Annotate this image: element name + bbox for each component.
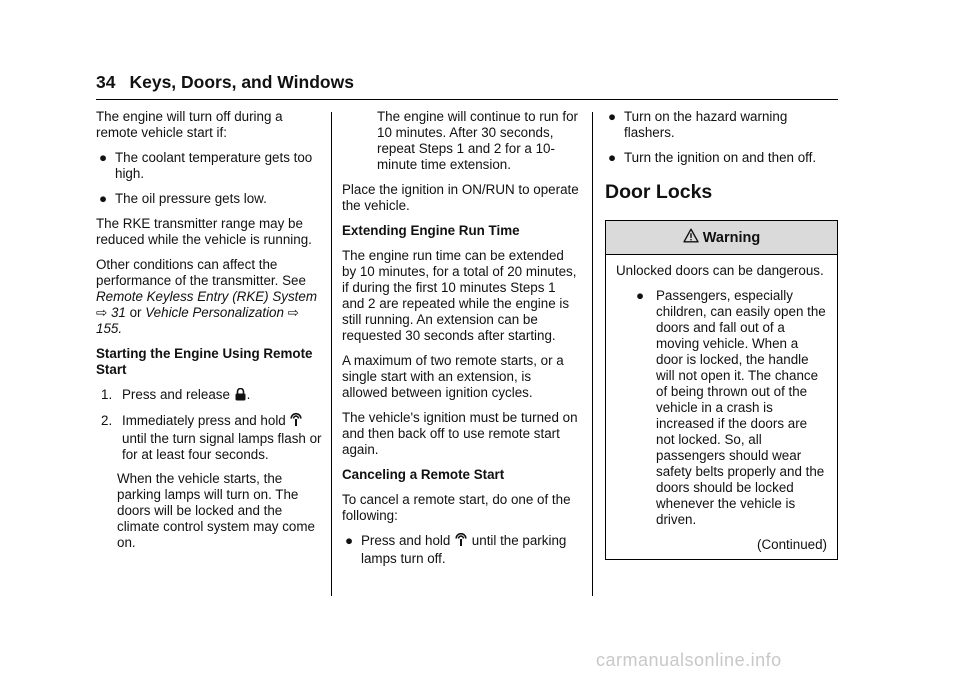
list-item-text: Turn the ignition on and then off. bbox=[624, 150, 817, 165]
bullet: ● bbox=[636, 288, 645, 303]
bullet: ● bbox=[99, 191, 108, 206]
column-divider-1 bbox=[331, 112, 332, 596]
page-ref-31[interactable]: 31 bbox=[110, 305, 126, 320]
lock-button-icon bbox=[235, 388, 246, 405]
bullet: ● bbox=[608, 150, 617, 165]
list-item bbox=[96, 191, 322, 207]
warning-box bbox=[605, 220, 838, 560]
step-2-continued: The engine will continue to run for 10 minutes. After 30 seconds, repeat Steps 1 and 2 for a 10-minute time extension. bbox=[377, 109, 578, 172]
paragraph: The engine run time can be extended by 10 minutes, for a total of 20 minutes, if during the first 10 minutes Steps 1 and 2 are repeated while the engine is still running. An extension can be requested 30 seconds after starting. bbox=[342, 248, 577, 343]
subheading: Canceling a Remote Start bbox=[342, 467, 505, 482]
paragraph: The vehicle's ignition must be turned on and then back off to use remote start again. bbox=[342, 410, 578, 457]
bullet: ● bbox=[99, 150, 108, 165]
continued-label: (Continued) bbox=[757, 537, 827, 552]
paragraph-see-also: Other conditions can affect the performance of the transmitter. See Remote Keyless Entry (RKE) System ⇨ 31 or Vehicle Personalization ⇨ 155. bbox=[96, 257, 318, 336]
warning-triangle-icon bbox=[683, 228, 703, 247]
header-rule bbox=[96, 99, 838, 100]
list-item-text: Passengers, especially children, can easily open the doors and fall out of a moving vehicle. When a door is locked, the handle will not open it. The chance of being thrown out of the vehicle in a crash is increased if the doors are not locked. So, all passengers should wear safety belts properly and the doors should be locked whenever the vehicle is driven. bbox=[656, 288, 826, 527]
remote-start-icon bbox=[290, 413, 302, 431]
paragraph: Place the ignition in ON/RUN to operate the vehicle. bbox=[342, 182, 579, 213]
list-item bbox=[96, 150, 322, 182]
page-number: 34 bbox=[96, 72, 116, 92]
page-header bbox=[96, 72, 354, 92]
list-item bbox=[605, 150, 838, 166]
subheading: Starting the Engine Using Remote Start bbox=[96, 346, 313, 377]
list-item-text: The coolant temperature gets too high. bbox=[115, 150, 313, 181]
page-ref-155[interactable]: 155 bbox=[96, 321, 119, 336]
step-2: 2. Immediately press and hold until the turn signal lamps flash or for at least four seconds. bbox=[101, 413, 322, 462]
warning-title: Warning bbox=[702, 229, 761, 246]
section-heading-door-locks: Door Locks bbox=[605, 181, 713, 203]
ref-arrow: ⇨ bbox=[96, 305, 108, 320]
list-item-text: Turn on the hazard warning flashers. bbox=[624, 109, 788, 140]
list-item: ● Press and hold until the parking lamps turn off. bbox=[342, 533, 580, 567]
link-vehicle-personalization[interactable]: Vehicle Personalization bbox=[145, 305, 284, 320]
ref-arrow: ⇨ bbox=[287, 305, 299, 320]
bullet: ● bbox=[345, 533, 354, 548]
paragraph: The engine will turn off during a remote vehicle start if: bbox=[96, 109, 283, 140]
remote-start-icon bbox=[455, 533, 467, 551]
section-title-header: Keys, Doors, and Windows bbox=[129, 72, 354, 92]
column-2 bbox=[342, 109, 580, 576]
paragraph: To cancel a remote start, do one of the following: bbox=[342, 492, 571, 523]
warning-header bbox=[606, 221, 837, 255]
paragraph: A maximum of two remote starts, or a single start with an extension, is allowed between ignition cycles. bbox=[342, 353, 564, 400]
warning-paragraph: Unlocked doors can be dangerous. bbox=[616, 263, 824, 278]
column-divider-2 bbox=[592, 112, 593, 596]
paragraph: The RKE transmitter range may be reduced while the vehicle is running. bbox=[96, 216, 312, 247]
link-rke-system[interactable]: Remote Keyless Entry (RKE) System bbox=[96, 289, 318, 304]
step-1: 1. Press and release . bbox=[96, 387, 322, 405]
column-3 bbox=[605, 109, 838, 560]
list-item-text: The oil pressure gets low. bbox=[115, 191, 267, 206]
bullet: ● bbox=[608, 109, 617, 124]
list-item bbox=[616, 288, 827, 528]
warning-body bbox=[606, 255, 837, 559]
subheading: Extending Engine Run Time bbox=[342, 223, 520, 238]
step-2-note: When the vehicle starts, the parking lamps will turn on. The doors will be locked and the climate control system may come on. bbox=[117, 471, 315, 550]
watermark: carmanualsonline.info bbox=[596, 650, 782, 670]
column-1 bbox=[96, 109, 322, 560]
list-item bbox=[605, 109, 838, 141]
